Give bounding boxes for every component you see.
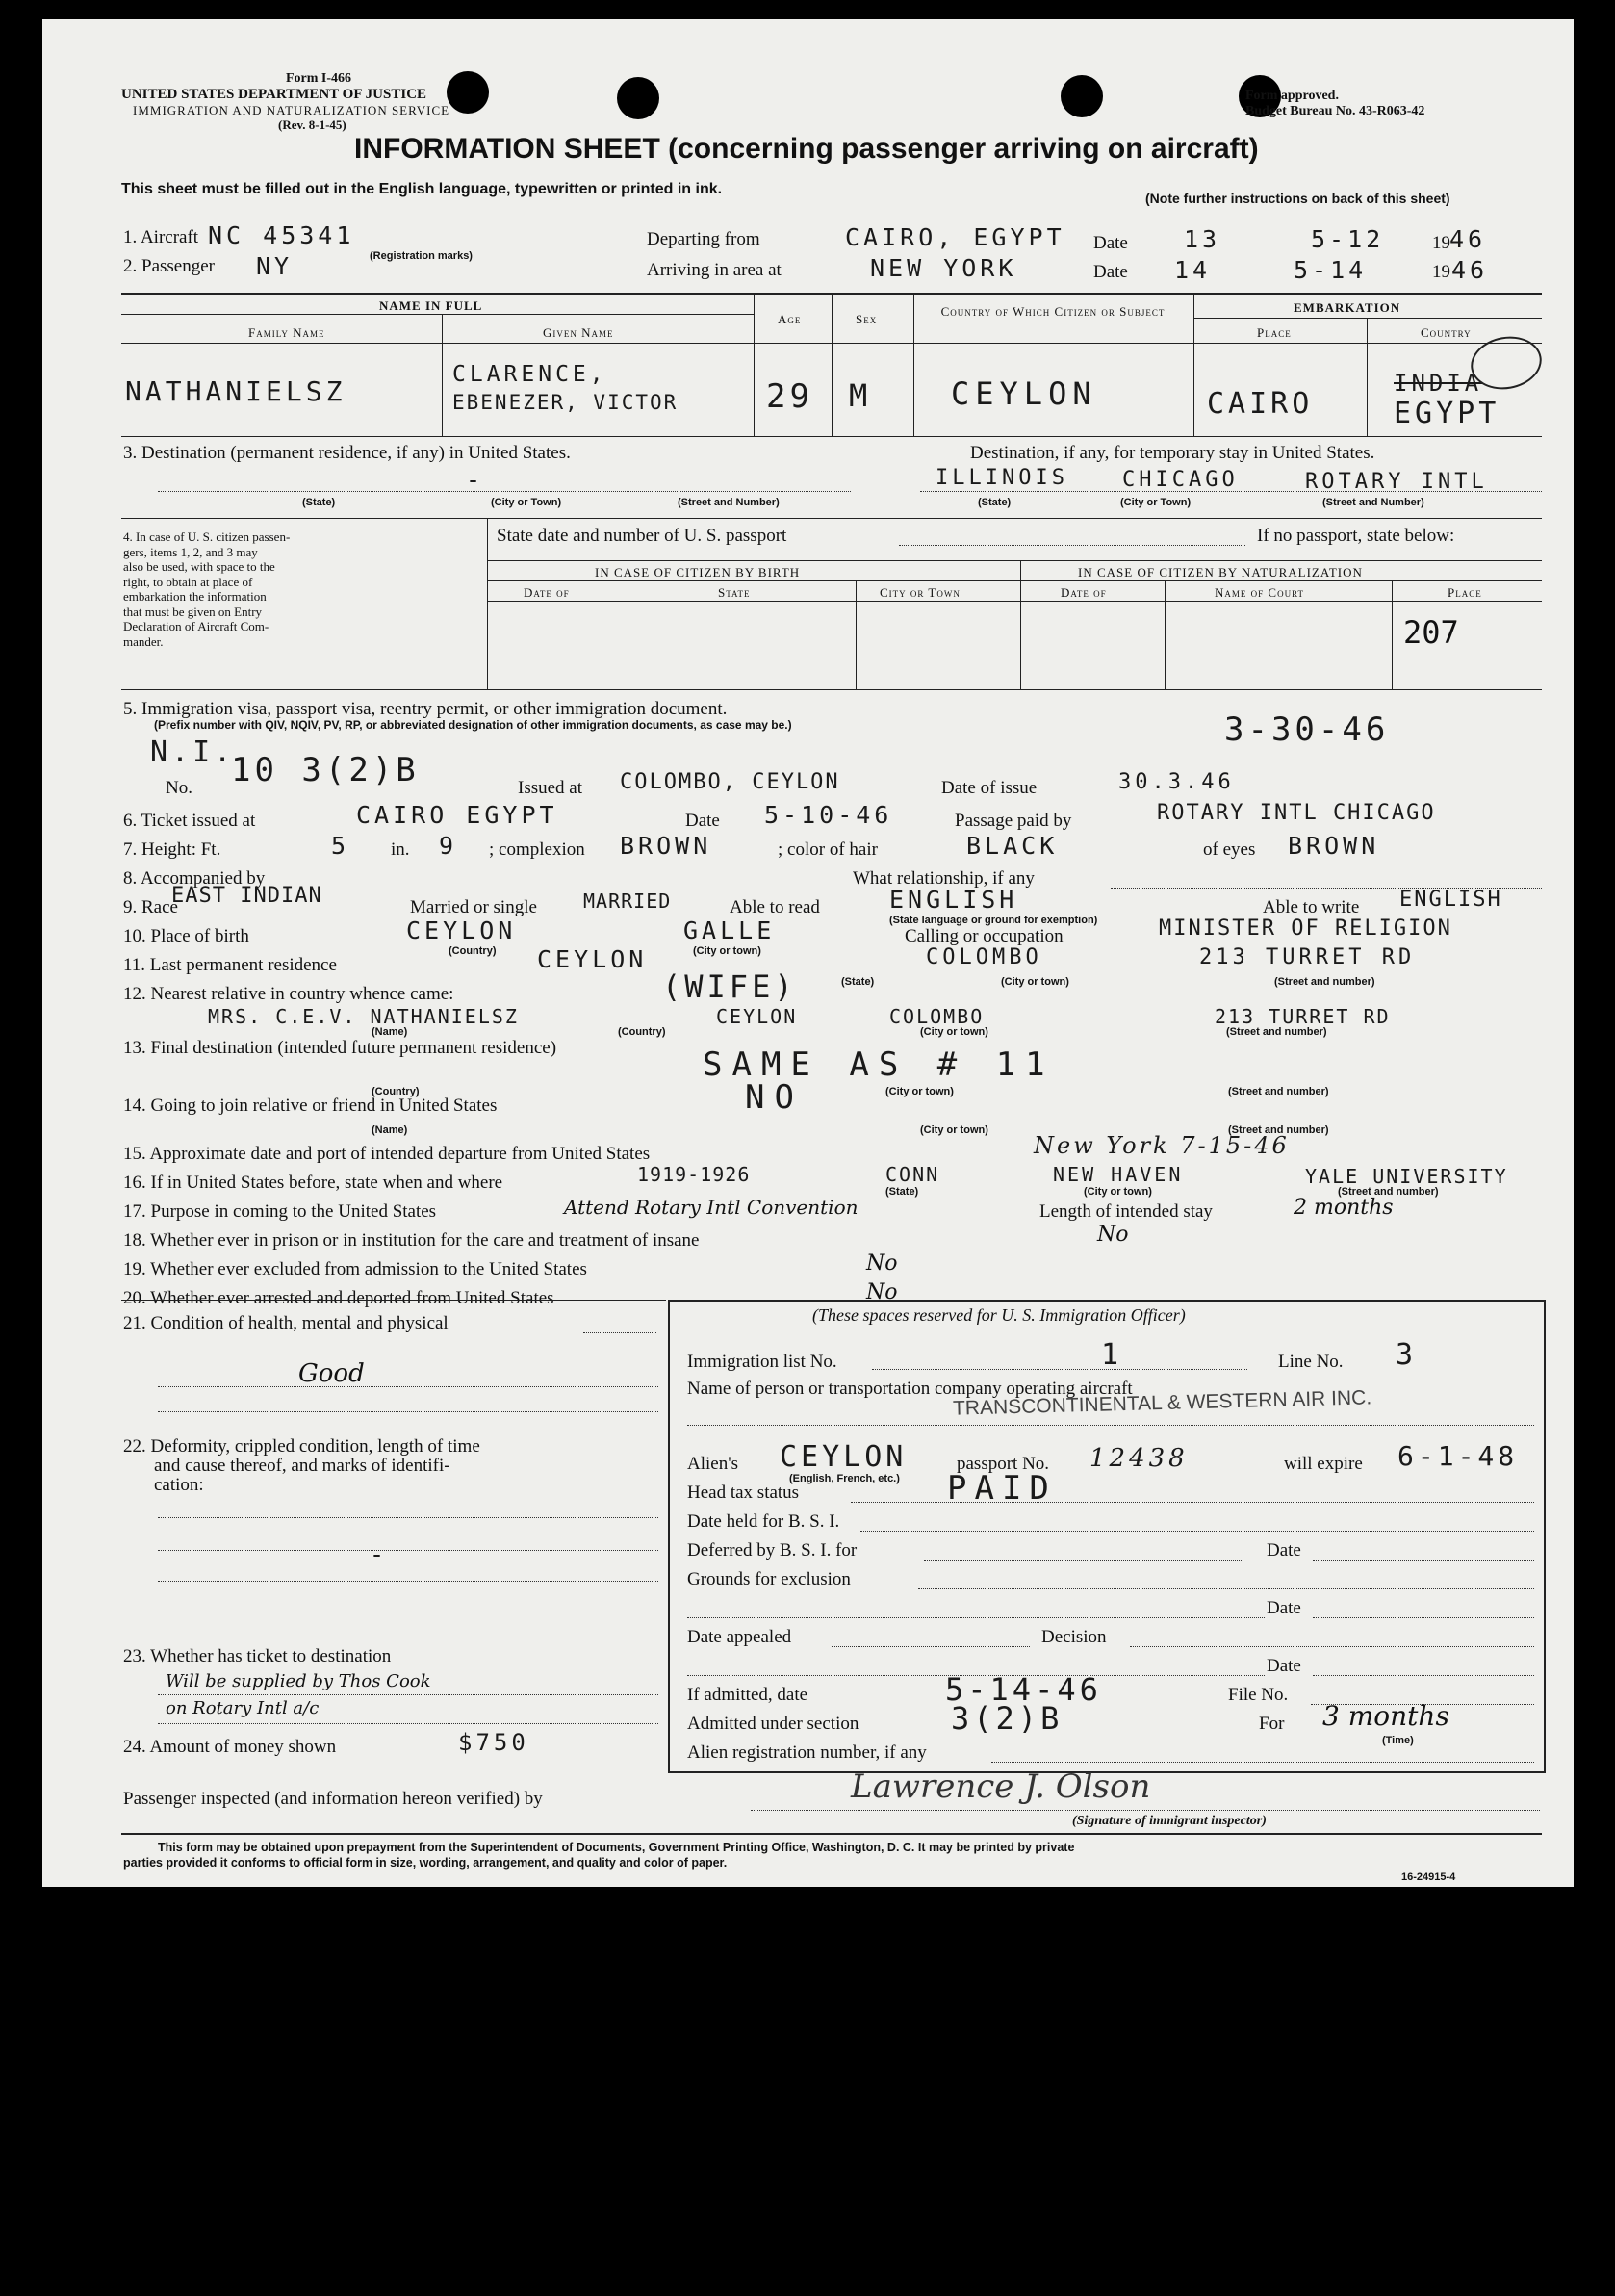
length-stay-value: 2 months: [1294, 1196, 1394, 1220]
state-caption: (State): [978, 497, 1012, 508]
year-printed: 19: [1432, 262, 1450, 282]
fine-print-2: parties provided it conforms to official form in size, wording, arrangement, and quality and color of paper.: [123, 1856, 728, 1870]
length-stay-label: Length of intended stay: [1039, 1201, 1213, 1222]
passage-paid-label: Passage paid by: [955, 811, 1072, 831]
deformity-label: cation:: [154, 1475, 204, 1495]
ticket-destination-line2: on Rotary Intl a/c: [166, 1698, 320, 1718]
inspected-label: Passenger inspected (and information hereon verified) by: [123, 1789, 543, 1809]
relative-name-value: MRS. C.E.V. NATHANIELSZ: [208, 1005, 519, 1028]
write-label: Able to write: [1263, 897, 1360, 917]
title-main: INFORMATION SHEET: [354, 133, 660, 165]
nat-place-header: Place: [1448, 585, 1482, 600]
money-value: $750: [458, 1729, 529, 1756]
city-caption: (City or town): [920, 1026, 988, 1038]
admitted-date-label: If admitted, date: [687, 1685, 808, 1705]
company-stamp: TRANSCONTINENTAL & WESTERN AIR INC.: [952, 1386, 1372, 1420]
calling-value: MINISTER OF RELIGION: [1159, 916, 1452, 941]
relative-street-value: 213 TURRET RD: [1215, 1005, 1391, 1028]
street-caption: (Street and Number): [1322, 497, 1424, 508]
prior-visit-street: YALE UNIVERSITY: [1305, 1165, 1508, 1188]
alien-label: Alien's: [687, 1454, 739, 1474]
temp-city-value: CHICAGO: [1122, 468, 1239, 492]
sex-header: Sex: [856, 312, 878, 326]
side-line: right, to obtain at place of: [123, 574, 253, 589]
relation-value: (WIFE): [662, 968, 797, 1005]
prior-visit-label: 16. If in United States before, state when and where: [123, 1173, 503, 1193]
appealed-label: Date appealed: [687, 1627, 792, 1647]
city-caption: (City or town): [1084, 1186, 1152, 1198]
temp-destination-label: Destination, if any, for temporary stay in United States.: [970, 443, 1375, 463]
sex-value: M: [849, 377, 872, 414]
health-label: 21. Condition of health, mental and physical: [123, 1313, 449, 1333]
head-tax-label: Head tax status: [687, 1483, 800, 1503]
departing-label: Departing from: [647, 229, 760, 249]
expire-value: 6-1-48: [1397, 1440, 1519, 1472]
service: IMMIGRATION AND NATURALIZATION SERVICE: [133, 103, 450, 117]
deformity-label: 22. Deformity, crippled condition, length of time: [123, 1436, 480, 1457]
visa-prefix: N.I.: [150, 735, 236, 769]
nearest-relative-label: 12. Nearest relative in country whence came:: [123, 984, 454, 1004]
country-citizen-header: Country of Which Citizen or Subject: [940, 304, 1166, 319]
deported-value: No: [866, 1280, 898, 1304]
section4-side-text: [123, 529, 290, 649]
health-value: Good: [298, 1359, 365, 1388]
grounds-label: Grounds for exclusion: [687, 1569, 851, 1589]
birth-city-header: City or Town: [880, 585, 961, 600]
hair-value: BLACK: [966, 832, 1059, 860]
admitted-for-value: 3 months: [1322, 1700, 1449, 1732]
admitted-section-value: 3(2)B: [951, 1700, 1064, 1737]
issued-at-label: Issued at: [518, 778, 583, 798]
aircraft-value: NC 45341: [208, 221, 355, 249]
relative-country-value: CEYLON: [716, 1005, 798, 1028]
department: UNITED STATES DEPARTMENT OF JUSTICE: [121, 87, 427, 102]
arrival-date-label: Date: [1093, 262, 1128, 282]
instruction: This sheet must be filled out in the English language, typewritten or printed in ink.: [121, 181, 723, 197]
family-name-value: NATHANIELSZ: [125, 375, 346, 407]
deformity-label: and cause thereof, and marks of identifi-: [154, 1456, 450, 1476]
excluded-label: 19. Whether ever excluded from admission to the United States: [123, 1259, 587, 1279]
eyes-label: of eyes: [1203, 839, 1256, 860]
last-residence-label: 11. Last permanent residence: [123, 955, 337, 975]
passenger-value: NY: [256, 252, 294, 280]
form-approved: Form approved.: [1245, 89, 1339, 103]
deported-label: 20. Whether ever arrested and deported from United States: [123, 1288, 554, 1308]
reg-marks-caption: (Registration marks): [370, 250, 473, 262]
head-tax-value: PAID: [947, 1469, 1057, 1508]
revision: (Rev. 8-1-45): [278, 117, 346, 132]
punch-hole: [1061, 75, 1103, 117]
city-caption: (City or Town): [491, 497, 562, 508]
aircraft-label: 1. Aircraft: [123, 227, 199, 247]
temp-street-value: ROTARY INTL: [1305, 470, 1488, 494]
alien-sub: (English, French, etc.): [789, 1473, 900, 1484]
departure-date-label: Date: [1093, 233, 1128, 253]
stamp-number: 207: [1403, 614, 1459, 651]
name-in-full-header: NAME IN FULL: [379, 298, 483, 313]
birth-city-value: GALLE: [683, 916, 776, 944]
visa-no-label: No.: [166, 778, 192, 798]
height-in-value: 9: [439, 832, 458, 860]
purpose-label: 17. Purpose in coming to the United States: [123, 1201, 437, 1222]
citizen-by-birth-header: IN CASE OF CITIZEN BY BIRTH: [595, 565, 801, 580]
married-label: Married or single: [410, 897, 537, 917]
inspector-signature: Lawrence J. Olson: [851, 1767, 1151, 1806]
no-passport-label: If no passport, state below:: [1257, 526, 1455, 546]
street-caption: (Street and number): [1338, 1186, 1439, 1198]
place-header: Place: [1257, 325, 1292, 340]
language-note: (State language or ground for exemption): [889, 915, 1098, 926]
decision-label: Decision: [1041, 1627, 1107, 1647]
ticket-destination-label: 23. Whether has ticket to destination: [123, 1646, 392, 1666]
complexion-label: ; complexion: [489, 839, 585, 860]
citizen-by-naturalization-header: IN CASE OF CITIZEN BY NATURALIZATION: [1078, 565, 1363, 580]
decision-date-label: Date: [1267, 1656, 1301, 1676]
immigration-list-value: 1: [1101, 1338, 1123, 1372]
perm-city-value: -: [466, 466, 485, 494]
prison-value: No: [1097, 1223, 1129, 1247]
join-relative-label: 14. Going to join relative or friend in United States: [123, 1096, 498, 1116]
passport-no-value: 12438: [1089, 1444, 1189, 1473]
final-destination-value: SAME AS # 11: [703, 1045, 1055, 1084]
last-res-city: COLOMBO: [926, 945, 1042, 969]
city-caption: (City or town): [693, 945, 761, 957]
race-label: 9. Race: [123, 897, 178, 917]
citizen-value: CEYLON: [951, 375, 1097, 412]
arrival-year: 46: [1451, 256, 1489, 284]
visa-annotation: 3-30-46: [1224, 710, 1390, 749]
country-header: Country: [1421, 325, 1472, 340]
admitted-section-label: Admitted under section: [687, 1714, 859, 1734]
street-caption: (Street and number): [1228, 1086, 1329, 1097]
read-label: Able to read: [730, 897, 820, 917]
purpose-value: Attend Rotary Intl Convention: [564, 1196, 859, 1219]
fine-print-1: This form may be obtained upon prepayment from the Superintendent of Documents, Government Printing Office, Washington, D. C. It may be printed by private: [158, 1841, 1075, 1854]
arriving-value: NEW YORK: [870, 254, 1017, 282]
side-line: embarkation the information: [123, 589, 267, 604]
age-header: Age: [778, 312, 802, 326]
married-value: MARRIED: [583, 890, 672, 913]
us-passport-label: State date and number of U. S. passport: [497, 526, 787, 546]
prior-visit-state: CONN: [885, 1163, 940, 1186]
side-line: gers, items 1, 2, and 3 may: [123, 544, 258, 559]
final-destination-label: 13. Final destination (intended future permanent residence): [123, 1038, 557, 1058]
deformity-value: -: [370, 1540, 389, 1568]
passenger-label: 2. Passenger: [123, 256, 215, 276]
prison-label: 18. Whether ever in prison or in institution for the care and treatment of insane: [123, 1230, 700, 1251]
departure-date: 5-12: [1311, 225, 1385, 253]
name-caption: (Name): [372, 1026, 408, 1038]
year-printed: 19: [1432, 233, 1450, 253]
family-name-header: Family Name: [248, 325, 325, 340]
alien-value: CEYLON: [780, 1440, 908, 1474]
accompanied-label: 8. Accompanied by: [123, 868, 266, 889]
passage-paid-value: ROTARY INTL CHICAGO: [1157, 801, 1436, 825]
prior-visit-when: 1919-1926: [637, 1163, 751, 1186]
time-caption: (Time): [1382, 1735, 1414, 1746]
date-issue-value: 30.3.46: [1118, 770, 1235, 794]
grounds-date-label: Date: [1267, 1598, 1301, 1618]
hair-label: ; color of hair: [778, 839, 878, 860]
prior-visit-city: NEW HAVEN: [1053, 1163, 1184, 1186]
height-in-label: in.: [391, 839, 410, 860]
title-sub: (concerning passenger arriving on aircraft): [668, 133, 1259, 165]
punch-hole: [447, 71, 489, 114]
line-no-value: 3: [1396, 1338, 1418, 1372]
back-note: (Note further instructions on back of this sheet): [1145, 191, 1450, 206]
height-ft-value: 5: [331, 832, 350, 860]
temp-state-value: ILLINOIS: [936, 466, 1068, 490]
destination-label: 3. Destination (permanent residence, if any) in United States.: [123, 443, 571, 463]
line-no-label: Line No.: [1278, 1352, 1344, 1372]
write-value: ENGLISH: [1399, 888, 1502, 912]
ticket-date-value: 5-10-46: [764, 801, 893, 829]
departure-day: 13: [1184, 225, 1221, 253]
city-caption: (City or town): [885, 1086, 954, 1097]
arrival-date: 5-14: [1294, 256, 1368, 284]
city-caption: (City or town): [920, 1124, 988, 1136]
embark-country-value: EGYPT: [1394, 397, 1500, 430]
race-value: EAST INDIAN: [171, 884, 322, 908]
departing-value: CAIRO, EGYPT: [845, 223, 1065, 251]
state-caption: (State): [841, 976, 875, 988]
birth-country-value: CEYLON: [406, 916, 517, 944]
departure-plan-label: 15. Approximate date and port of intended departure from United States: [123, 1144, 651, 1164]
calling-label: Calling or occupation: [905, 926, 1064, 946]
given-name-value-2: EBENEZER, VICTOR: [452, 391, 679, 414]
country-caption: (Country): [372, 1086, 420, 1097]
budget-bureau: Budget Bureau No. 43-R063-42: [1245, 104, 1425, 118]
punch-hole: [617, 77, 659, 119]
side-line: that must be given on Entry: [123, 604, 263, 619]
expire-label: will expire: [1284, 1454, 1363, 1474]
form-code: 16-24915-4: [1401, 1871, 1456, 1883]
read-value: ENGLISH: [889, 886, 1018, 914]
excluded-value: No: [866, 1251, 898, 1276]
ticket-date-label: Date: [685, 811, 720, 831]
given-name-value-1: CLARENCE,: [452, 362, 607, 387]
join-relative-value: NO: [745, 1078, 804, 1117]
visa-no-value: 10 3(2)B: [231, 751, 420, 789]
city-caption: (City or town): [1001, 976, 1069, 988]
visa-label: 5. Immigration visa, passport visa, reentry permit, or other immigration document.: [123, 699, 728, 719]
visa-sub: (Prefix number with QIV, NQIV, PV, RP, or abbreviated designation of other immigration documents, as case may be.): [154, 718, 792, 732]
relative-city-value: COLOMBO: [889, 1005, 985, 1028]
nat-court-header: Name of Court: [1215, 585, 1305, 600]
eyes-value: BROWN: [1288, 832, 1380, 860]
city-caption: (City or Town): [1120, 497, 1192, 508]
height-ft-label: 7. Height: Ft.: [123, 839, 221, 860]
state-caption: (State): [885, 1186, 919, 1198]
country-caption: (Country): [618, 1026, 666, 1038]
last-res-street: 213 TURRET RD: [1199, 945, 1416, 969]
side-line: 4. In case of U. S. citizen passen-: [123, 529, 291, 544]
file-no-label: File No.: [1228, 1685, 1289, 1705]
admitted-date-value: 5-14-46: [945, 1671, 1102, 1708]
nat-date-header: Date of: [1061, 585, 1107, 600]
form-sheet: [42, 19, 1574, 1887]
deferred-label: Deferred by B. S. I. for: [687, 1540, 858, 1561]
admitted-for-label: For: [1259, 1714, 1285, 1734]
age-value: 29: [766, 377, 813, 416]
date-issue-label: Date of issue: [941, 778, 1038, 798]
birth-date-header: Date of: [524, 585, 570, 600]
country-caption: (Country): [449, 945, 497, 957]
departure-plan-value: New York 7-15-46: [1034, 1132, 1290, 1159]
ticket-value: CAIRO EGYPT: [356, 801, 558, 829]
passport-no-label: passport No.: [957, 1454, 1050, 1474]
embarkation-header: EMBARKATION: [1294, 300, 1401, 315]
form-title: [354, 133, 1259, 166]
money-label: 24. Amount of money shown: [123, 1737, 337, 1757]
street-caption: (Street and number): [1274, 976, 1375, 988]
birthplace-label: 10. Place of birth: [123, 926, 249, 946]
side-line: also be used, with space to the: [123, 559, 275, 574]
name-caption: (Name): [372, 1124, 408, 1136]
immigration-list-label: Immigration list No.: [687, 1352, 837, 1372]
signature-caption: (Signature of immigrant inspector): [1072, 1814, 1267, 1828]
deferred-date-label: Date: [1267, 1540, 1301, 1561]
relationship-label: What relationship, if any: [853, 868, 1035, 889]
complexion-value: BROWN: [620, 832, 712, 860]
side-line: Declaration of Aircraft Com-: [123, 619, 269, 633]
form-number: Form I-466: [286, 71, 352, 86]
ticket-destination-line1: Will be supplied by Thos Cook: [166, 1671, 431, 1691]
arrival-day: 14: [1174, 256, 1212, 284]
embark-country-struck: INDIA: [1394, 370, 1483, 397]
embark-place-value: CAIRO: [1207, 387, 1314, 421]
officer-box-title: (These spaces reserved for U. S. Immigration Officer): [812, 1305, 1186, 1325]
given-name-header: Given Name: [543, 325, 614, 340]
bsi-held-label: Date held for B. S. I.: [687, 1511, 840, 1532]
issued-at-value: COLOMBO, CEYLON: [620, 770, 840, 794]
ticket-label: 6. Ticket issued at: [123, 811, 256, 831]
side-line: mander.: [123, 633, 164, 649]
departure-year: 46: [1449, 225, 1487, 253]
state-caption: (State): [302, 497, 336, 508]
company-label: Name of person or transportation company operating aircraft: [687, 1379, 1133, 1399]
birth-state-header: State: [718, 585, 751, 600]
street-caption: (Street and number): [1228, 1124, 1329, 1136]
street-caption: (Street and Number): [678, 497, 780, 508]
alien-reg-label: Alien registration number, if any: [687, 1742, 927, 1763]
arriving-label: Arriving in area at: [647, 260, 782, 280]
street-caption: (Street and number): [1226, 1026, 1327, 1038]
last-res-country: CEYLON: [537, 945, 648, 973]
